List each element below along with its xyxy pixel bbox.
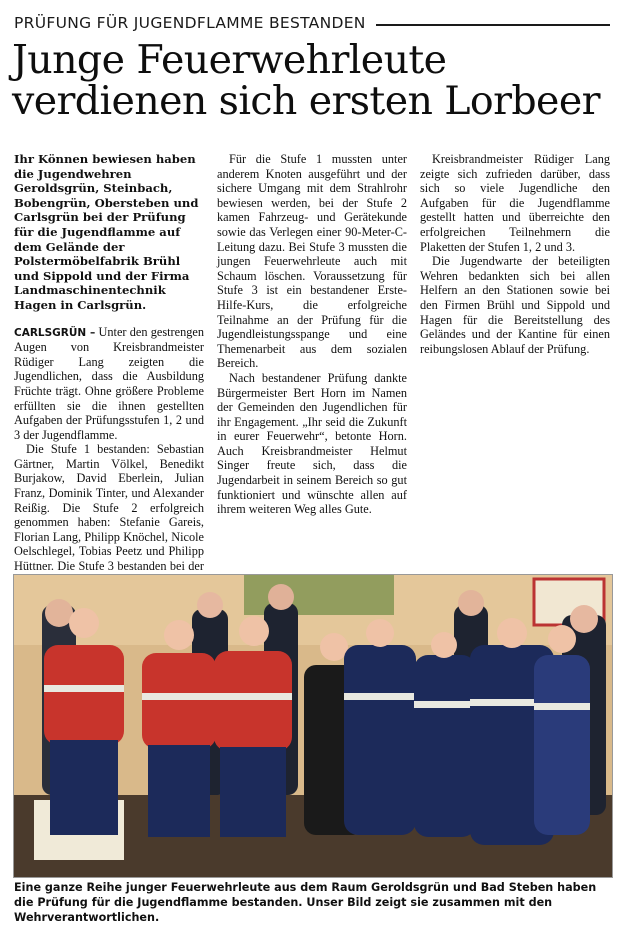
column-2 [217,152,407,517]
column-1 [14,152,204,647]
column-3 [420,152,610,356]
paragraph-1 [14,325,204,443]
article-body [14,152,610,574]
group-photo-illustration [14,575,612,877]
paragraph-6: Die Jugendwarte der beteiligten Wehren bedankten sich bei allen Helfern an den Stationen sowie bei den Firmen Brühl und Sippold und Hagen für die Bereitstellung des Geländes und der Kantine für einen reibungslosen Ablauf der Prüfung. [420,254,610,356]
paragraph-5: Kreisbrandmeister Rüdiger Lang zeigte sich zufrieden darüber, dass sich so viele Jugendliche den Aufgaben für die Jugendflamme gestellt hatten und überreichte den erfolgreichen Teilnehmern die Plaketten der Stufen 1, 2 und 3. [420,152,610,254]
paragraph-3: Für die Stufe 1 mussten unter anderem Knoten ausgeführt und der sichere Umgang mit dem Strahlrohr bewiesen werden, bei der Stufe 2 kamen Fahrzeug- und Gerätekunde sowie das Verlegen einer 90-Meter-C-Leitung dazu. Bei Stufe 3 mussten die jungen Feuerwehrleute auch mit Schaum löschen. Voraussetzung für Stufe 3 ist ein bestandener Erste-Hilfe-Kurs, die erfolgreiche Teilnahme an der Prüfung für die Jugendleistungsspange und eine Themenarbeit aus dem sozialen Bereich. [217,152,407,371]
group-photo [13,574,613,878]
headline [12,37,612,124]
kicker-rule [376,24,610,26]
kicker-text: PRÜFUNG FÜR JUGENDFLAMME BESTANDEN [14,14,366,32]
photo-caption: Eine ganze Reihe junger Feuerwehrleute aus dem Raum Geroldsgrün und Bad Steben haben die Prüfung für die Jugendflamme bestanden. Unser Bild zeigt sie zusammen mit den Wehrverantwortlichen. [14,881,597,924]
paragraph-4: Nach bestandener Prüfung dankte Bürgermeister Bert Horn im Namen der Gemeinden den Jugendlichen für ihr Engagement. „Ihr seid die Zukunft in eurer Feuerwehr“, betonte Horn. Auch Kreisbrandmeister Helmut Singer freute sich, dass die Jugendarbeit in seinem Bereich so gut funktioniert und wünschte allen auf ihrem weiteren Weg alles Gute. [217,370,407,517]
headline-line-1: Junge Feuerwehrleute [12,37,447,83]
kicker [14,10,610,36]
paragraph-1-text: Unter den gestrengen Augen von Kreisbrandmeister Rüdiger Lang zeigten die Jugendlichen, dass die Ausbildung Früchte trägt. Ohne größere Probleme erfüllten sie die ihnen gestellten Aufgaben der Prüfungsstufen 1, 2 und 3 der Jugendflamme. [14,324,205,442]
dateline: CARLSGRÜN – [14,326,96,339]
paragraph-2: Die Stufe 1 bestanden: Sebastian Gärtner, Martin Völkel, Benedikt Burjakow, David Eberlein, Julian Franz, Dominik Tinter, und Alexander Reißig. Die Stufe 2 erfolgreich genommen haben: Stefanie Gareis, Florian Lang, Philipp Knöchel, Nicole Oelschlegel, Tobias Peetz und Philipp Hüttner. Die Stufe 3 bestanden bei der [14,442,204,574]
headline-line-2: verdienen sich ersten Lorbeer [12,78,600,124]
lead-paragraph: Ihr Können bewiesen haben die Jugendwehren Geroldsgrün, Steinbach, Bobengrün, Obersteben und Carlsgrün bei der Prüfung für die Jugendflamme auf dem Gelände der Polstermöbelfabrik Brühl und Sippold und der Firma Landmaschinentechnik Hagen in Carlsgrün. [14,152,199,312]
photo-youth-navy-jackets [304,618,590,845]
